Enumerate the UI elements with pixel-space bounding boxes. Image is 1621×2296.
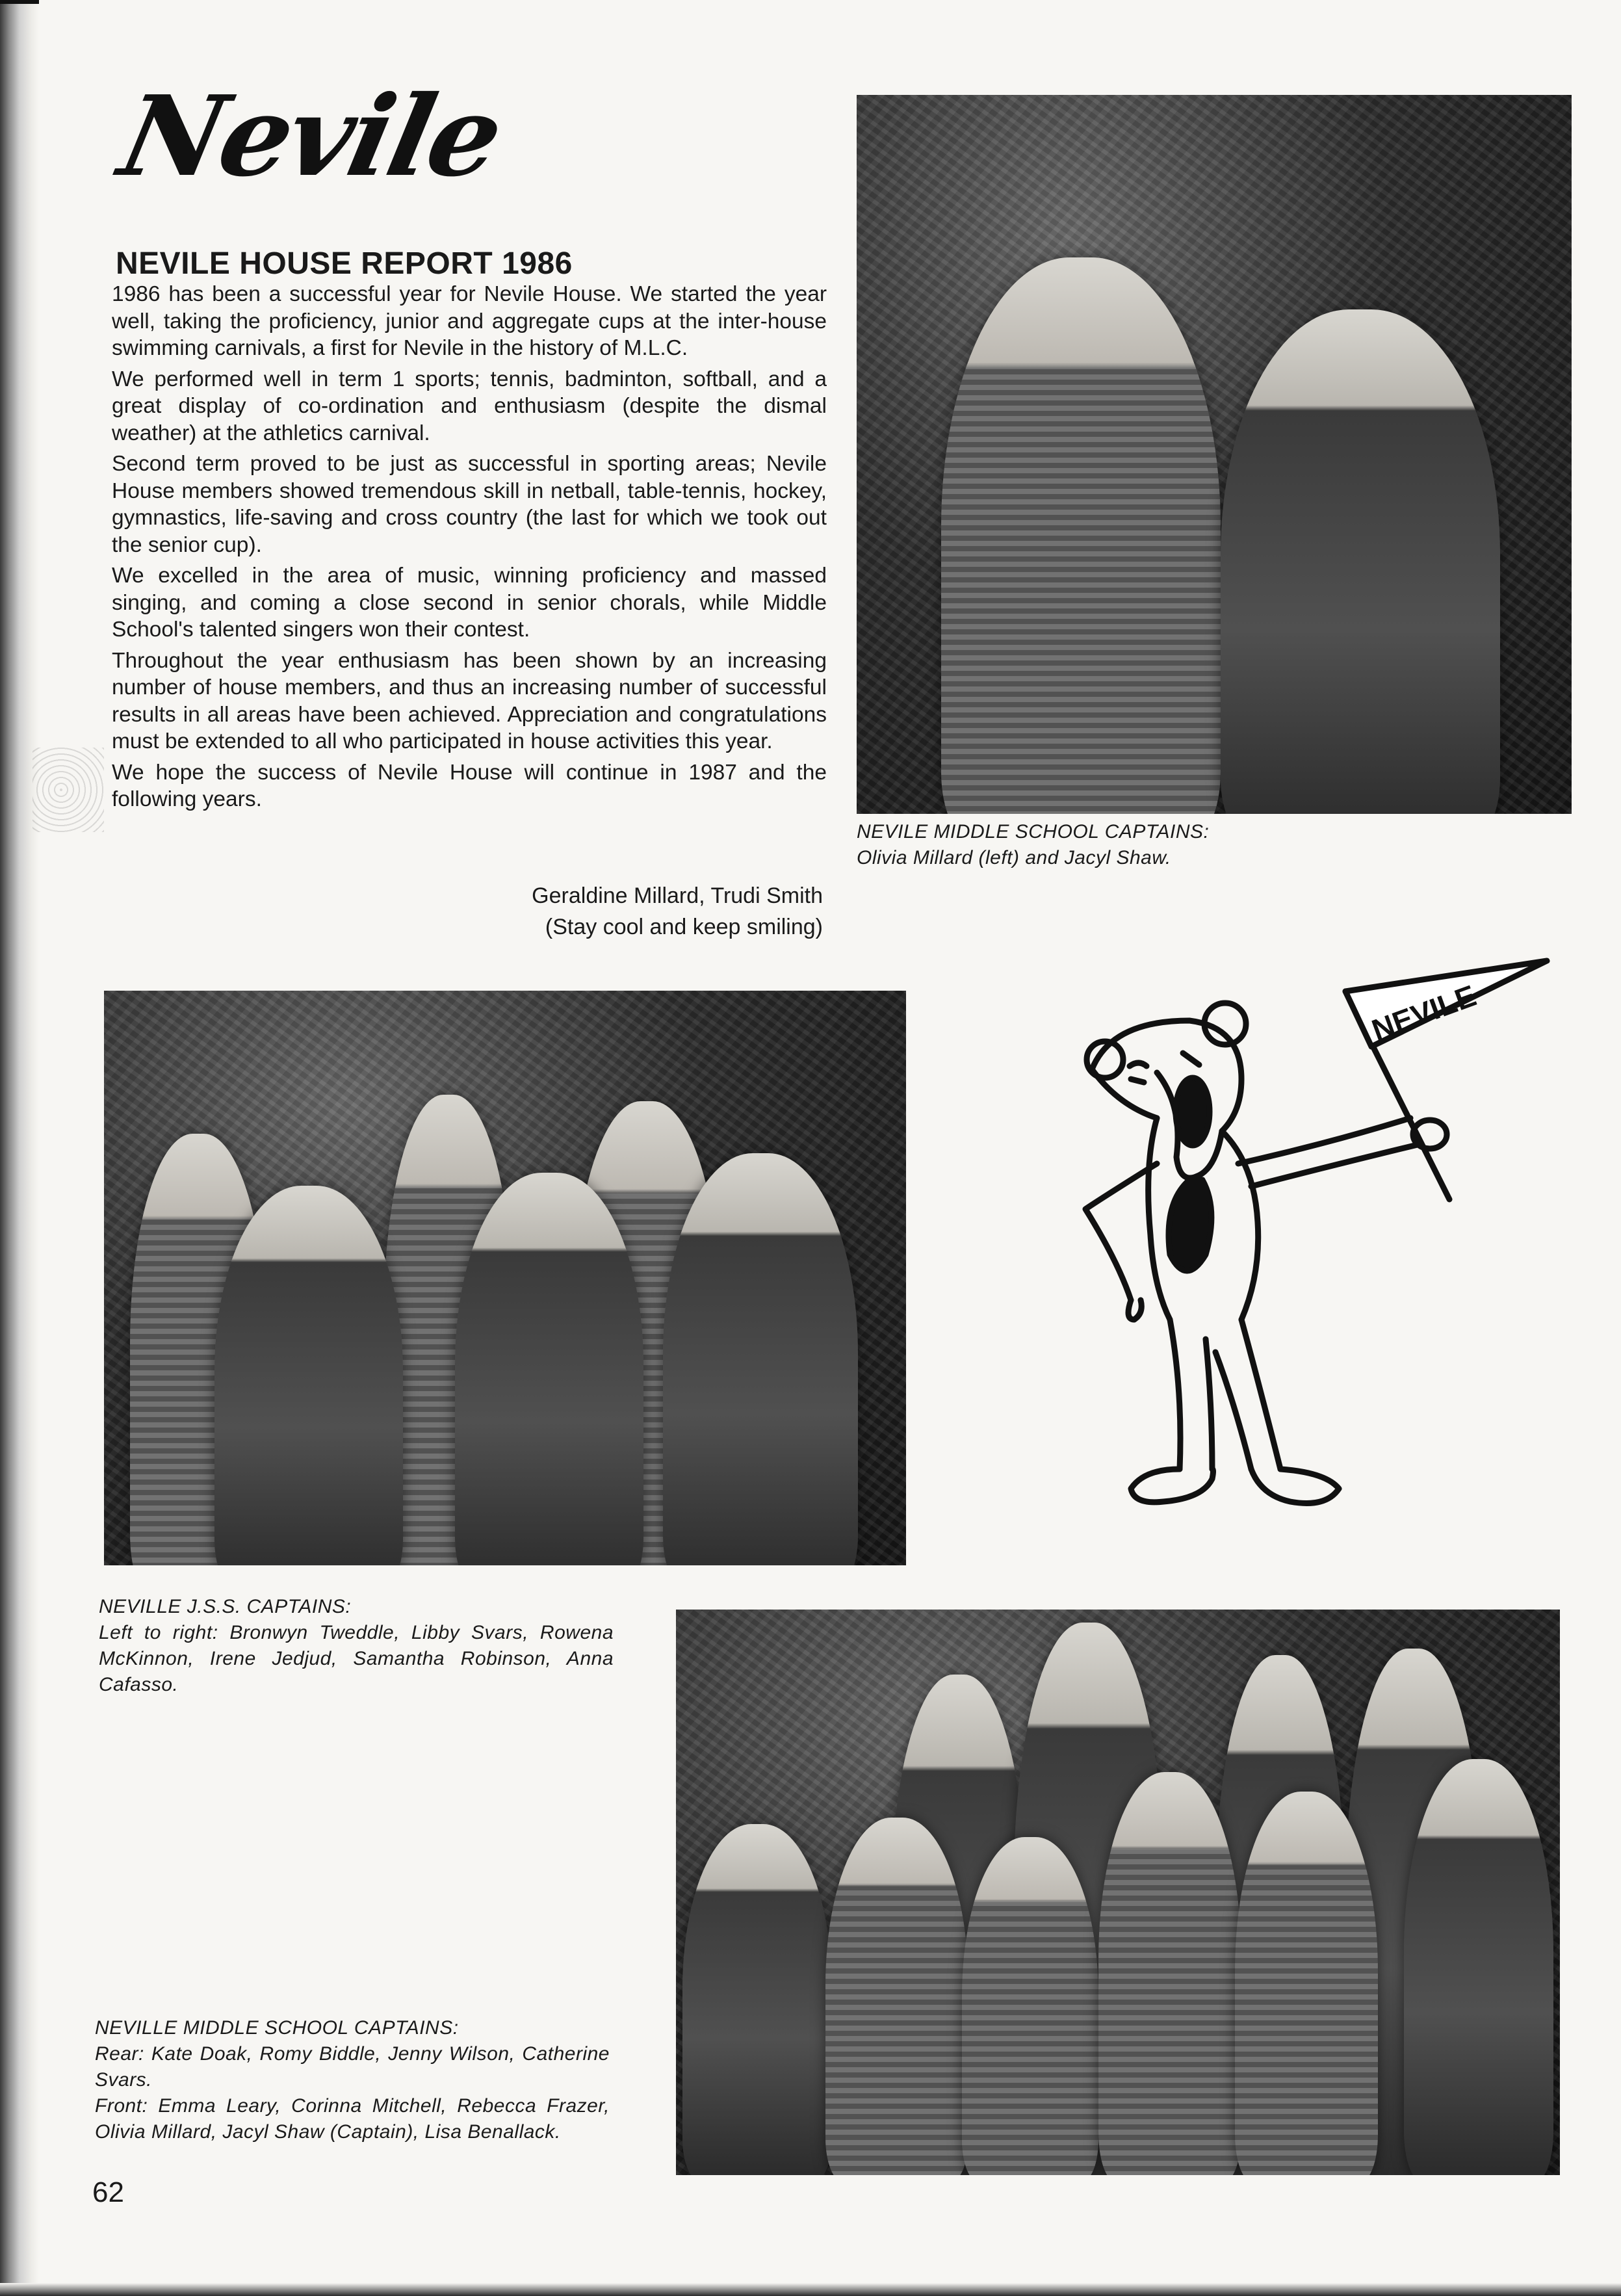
caption-rear: Rear: Kate Doak, Romy Biddle, Jenny Wilson, Catherine Svars. xyxy=(95,2043,610,2091)
photo-figure xyxy=(1404,1759,1553,2175)
page-title-script: Nevile xyxy=(109,72,512,202)
page-number: 62 xyxy=(92,2176,124,2208)
caption-text: Left to right: Bronwyn Tweddle, Libby Svars, Rowena McKinnon, Irene Jedjud, Samantha Robinson, Anna Cafasso. xyxy=(99,1622,614,1695)
jss-caption xyxy=(99,1594,614,1698)
book-binding-edge xyxy=(0,0,39,2296)
photo-figure xyxy=(663,1153,858,1565)
scan-mark xyxy=(0,0,39,4)
captains-caption xyxy=(857,819,1572,871)
photo-figure xyxy=(455,1173,643,1565)
caption-title: NEVILE MIDDLE SCHOOL CAPTAINS: xyxy=(857,821,1210,842)
caption-title: NEVILLE J.S.S. CAPTAINS: xyxy=(99,1596,352,1617)
report-paragraph: We hope the success of Nevile House will continue in 1987 and the following years. xyxy=(112,760,827,811)
report-paragraph: Throughout the year enthusiasm has been shown by an increasing number of house members, and thus an increasing number of successful results in all areas have been achieved. Appreciation and congratulations must be extended to all who participated in house activities this year. xyxy=(112,648,827,753)
photo-figure xyxy=(1221,309,1500,814)
report-body xyxy=(112,281,827,817)
mascot-flag-text: NEVILE xyxy=(1367,978,1481,1047)
caption-text: Olivia Millard (left) and Jacyl Shaw. xyxy=(857,847,1171,868)
photo-figure xyxy=(825,1818,968,2175)
signature-names: Geraldine Millard, Trudi Smith xyxy=(532,883,823,908)
caption-front: Front: Emma Leary, Corinna Mitchell, Rebecca Frazer, Olivia Millard, Jacyl Shaw (Captain), Lisa Benallack. xyxy=(95,2095,610,2143)
caption-title: NEVILLE MIDDLE SCHOOL CAPTAINS: xyxy=(95,2017,459,2039)
report-signature xyxy=(532,880,823,943)
bear-mascot-drawing xyxy=(1066,949,1560,1599)
middle-school-caption xyxy=(95,2015,610,2145)
photo-figure xyxy=(962,1837,1098,2175)
photo-figure xyxy=(682,1824,832,2175)
photo-figure xyxy=(214,1186,403,1565)
paper-speckle xyxy=(32,748,104,832)
report-heading: NEVILE HOUSE REPORT 1986 xyxy=(116,246,573,281)
report-paragraph: We excelled in the area of music, winning proficiency and massed singing, and coming a close second in senior chorals, while Middle School's talented singers won their contest. xyxy=(112,564,827,642)
photo-figure xyxy=(941,257,1221,814)
report-paragraph: Second term proved to be just as successful in sporting areas; Nevile House members showed tremendous skill in netball, table-tennis, hockey, gymnastics, life-saving and cross country (the last for which we took out the senior cup). xyxy=(112,452,827,557)
signature-note: (Stay cool and keep smiling) xyxy=(545,915,823,939)
photo-middle-school-group xyxy=(676,1610,1560,2175)
report-paragraph: We performed well in term 1 sports; tennis, badminton, softball, and a great display of co-ordination and enthusiasm (despite the dismal weather) at the athletics carnival. xyxy=(112,367,827,445)
scan-bottom-edge xyxy=(0,2283,1621,2296)
report-paragraph: 1986 has been a successful year for Nevile House. We started the year well, taking the proficiency, junior and aggregate cups at the inter-house swimming carnivals, a first for Nevile in the history of M.L.C. xyxy=(112,282,827,360)
photo-jss-captains xyxy=(104,991,906,1565)
photo-figure xyxy=(1235,1792,1378,2175)
photo-middle-school-captains xyxy=(857,95,1572,814)
photo-figure xyxy=(1098,1772,1241,2175)
